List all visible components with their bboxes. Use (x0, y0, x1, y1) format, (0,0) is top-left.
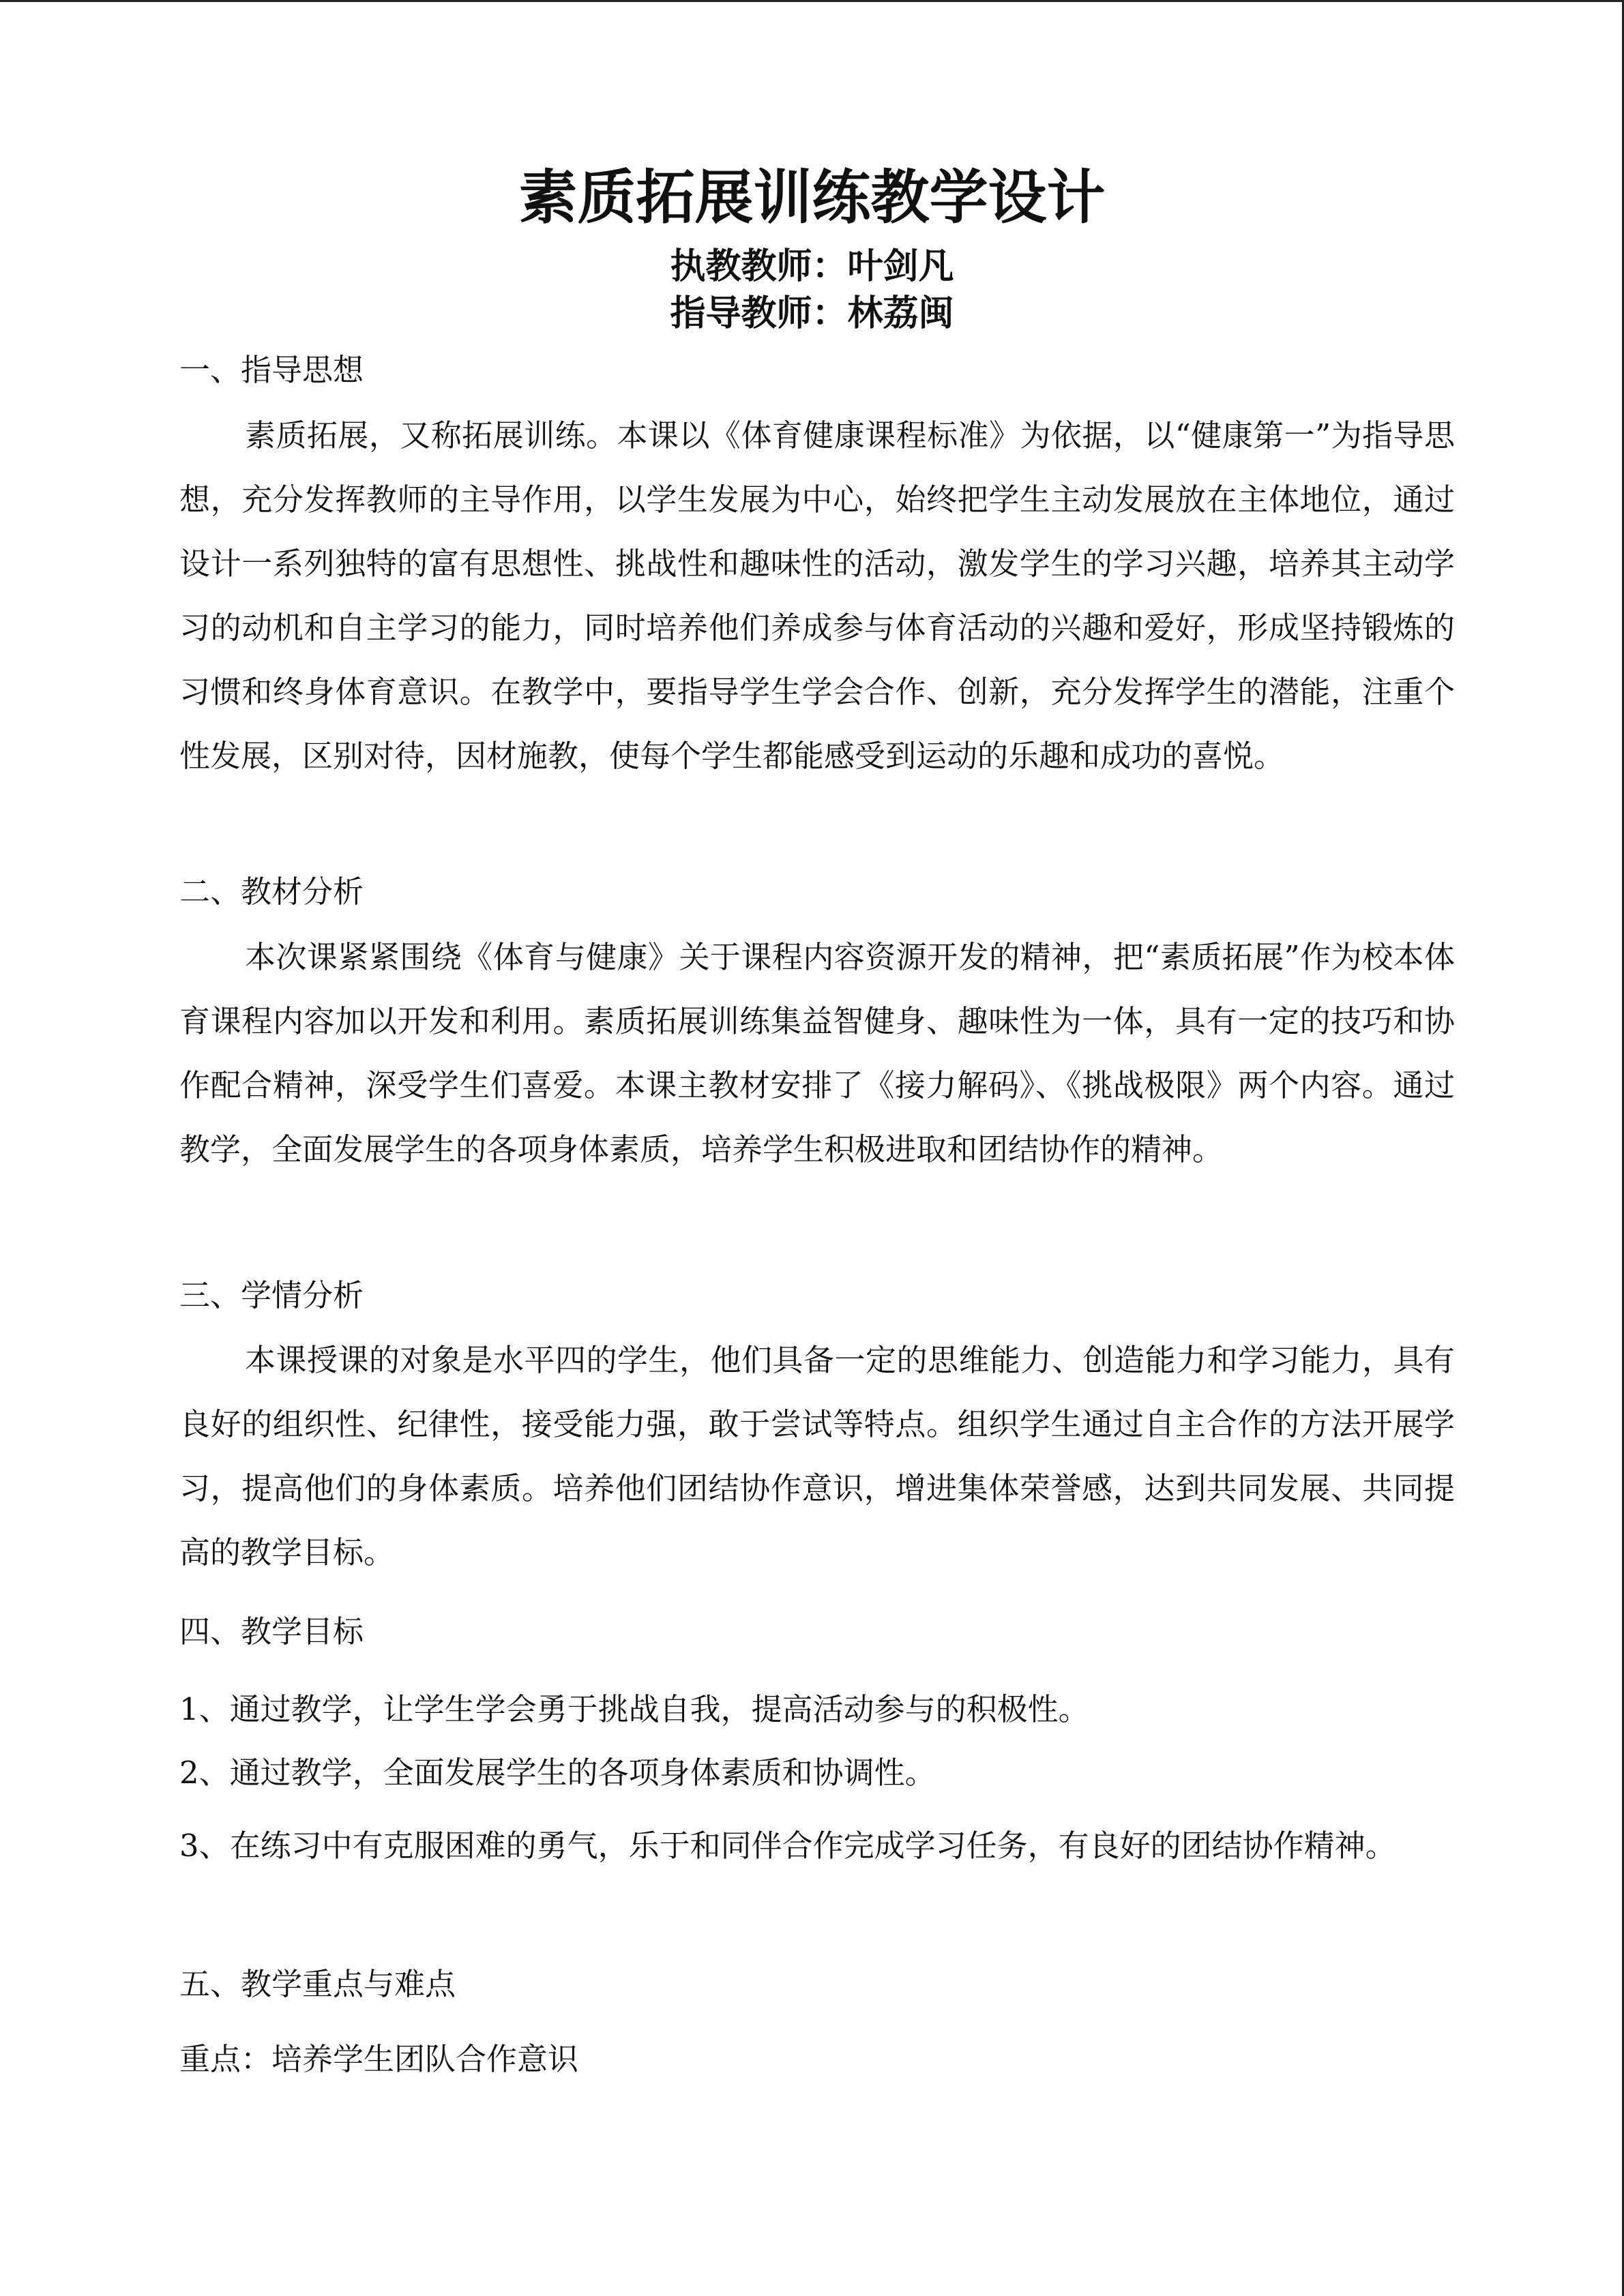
document-title: 素质拓展训练教学设计 (518, 163, 1106, 232)
section-paragraph-guiding-idea: 素质拓展，又称拓展训练。本课以《体育健康课程标准》为依据，以“健康第一”为指导思想，充分发挥教师的主导作用，以学生发展为中心，始终把学生主动发展放在主体地位，通过设计一系列独特的富有思想性、挑战性和趣味性的活动，激发学生的学习兴趣，培养其主动学习的动机和自主学习的能力，同时培养他们养成参与体育活动的兴趣和爱好，形成坚持锻炼的习惯和终身体育意识。在教学中，要指导学生学会合作、创新，充分发挥学生的潜能，注重个性发展，区别对待，因材施教，使每个学生都能感受到运动的乐趣和成功的喜悦。 (179, 417, 1455, 774)
advisor-line: 指导教师：林荔闽 (670, 293, 954, 334)
section-heading-teaching-goals: 四、教学目标 (179, 1613, 364, 1650)
teaching-goal-item-2: 2、通过教学，全面发展学生的各项身体素质和协调性。 (179, 1755, 936, 1791)
section-heading-material-analysis: 二、教材分析 (179, 874, 364, 910)
section-paragraph-material-analysis: 本次课紧紧围绕《体育与健康》关于课程内容资源开发的精神，把“素质拓展”作为校本体育课程内容加以开发和利用。素质拓展训练集益智健身、趣味性为一体，具有一定的技巧和协作配合精神，深受学生们喜爱。本课主教材安排了《接力解码》、《挑战极限》两个内容。通过教学，全面发展学生的各项身体素质，培养学生积极进取和团结协作的精神。 (179, 939, 1455, 1167)
teaching-goal-item-3: 3、在练习中有克服困难的勇气，乐于和同伴合作完成学习任务，有良好的团结协作精神。 (179, 1828, 1396, 1864)
section-heading-student-analysis: 三、学情分析 (179, 1277, 364, 1313)
teaching-goal-item-1: 1、通过教学，让学生学会勇于挑战自我，提高活动参与的积极性。 (179, 1691, 1089, 1727)
key-point-line: 重点：培养学生团队合作意识 (179, 2041, 579, 2077)
section-heading-guiding-idea: 一、指导思想 (179, 352, 364, 388)
section-paragraph-student-analysis: 本课授课的对象是水平四的学生，他们具备一定的思维能力、创造能力和学习能力，具有良好的组织性、纪律性，接受能力强，敢于尝试等特点。组织学生通过自主合作的方法开展学习，提高他们的身体素质。培养他们团结协作意识，增进集体荣誉感，达到共同发展、共同提高的教学目标。 (179, 1342, 1455, 1570)
teacher-line: 执教教师：叶剑凡 (670, 245, 954, 287)
section-heading-key-points: 五、教学重点与难点 (179, 1966, 456, 2002)
